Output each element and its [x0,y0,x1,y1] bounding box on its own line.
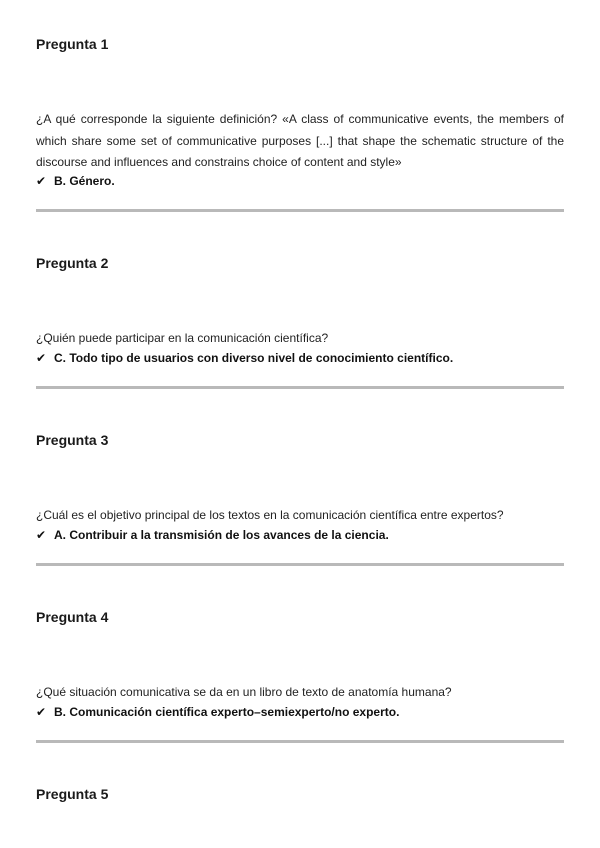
question-2-title: Pregunta 2 [36,255,109,271]
question-3-title: Pregunta 3 [36,432,109,448]
check-icon: ✔ [36,351,47,365]
question-1-title: Pregunta 1 [36,36,109,52]
question-1-text: ¿A qué corresponde la siguiente definición? «A class of communicative events, the members of which share some set of communicative purposes [...] that shape the schematic structure of the discourse and influences and constrains choice of content and style» [36,112,564,169]
question-1-answer [36,174,115,188]
question-3-answer-text: A. Contribuir a la transmisión de los avances de la ciencia. [54,528,389,542]
divider [36,740,564,743]
divider [36,386,564,389]
question-3-answer [36,528,389,542]
divider [36,563,564,566]
question-2-answer-text: C. Todo tipo de usuarios con diverso nivel de conocimiento científico. [54,351,454,365]
question-4-answer-text: B. Comunicación científica experto–semiexperto/no experto. [54,705,400,719]
question-3-text: ¿Cuál es el objetivo principal de los textos en la comunicación científica entre expertos? [36,508,504,522]
divider [36,209,564,212]
question-4-answer [36,705,399,719]
question-1-answer-text: B. Género. [54,174,115,188]
question-4-title: Pregunta 4 [36,609,109,625]
check-icon: ✔ [36,174,47,188]
question-2-text: ¿Quién puede participar en la comunicación científica? [36,331,329,345]
question-2-answer [36,351,453,365]
check-icon: ✔ [36,705,47,719]
check-icon: ✔ [36,528,47,542]
question-5-title: Pregunta 5 [36,786,109,802]
question-4-text: ¿Qué situación comunicativa se da en un libro de texto de anatomía humana? [36,685,452,699]
